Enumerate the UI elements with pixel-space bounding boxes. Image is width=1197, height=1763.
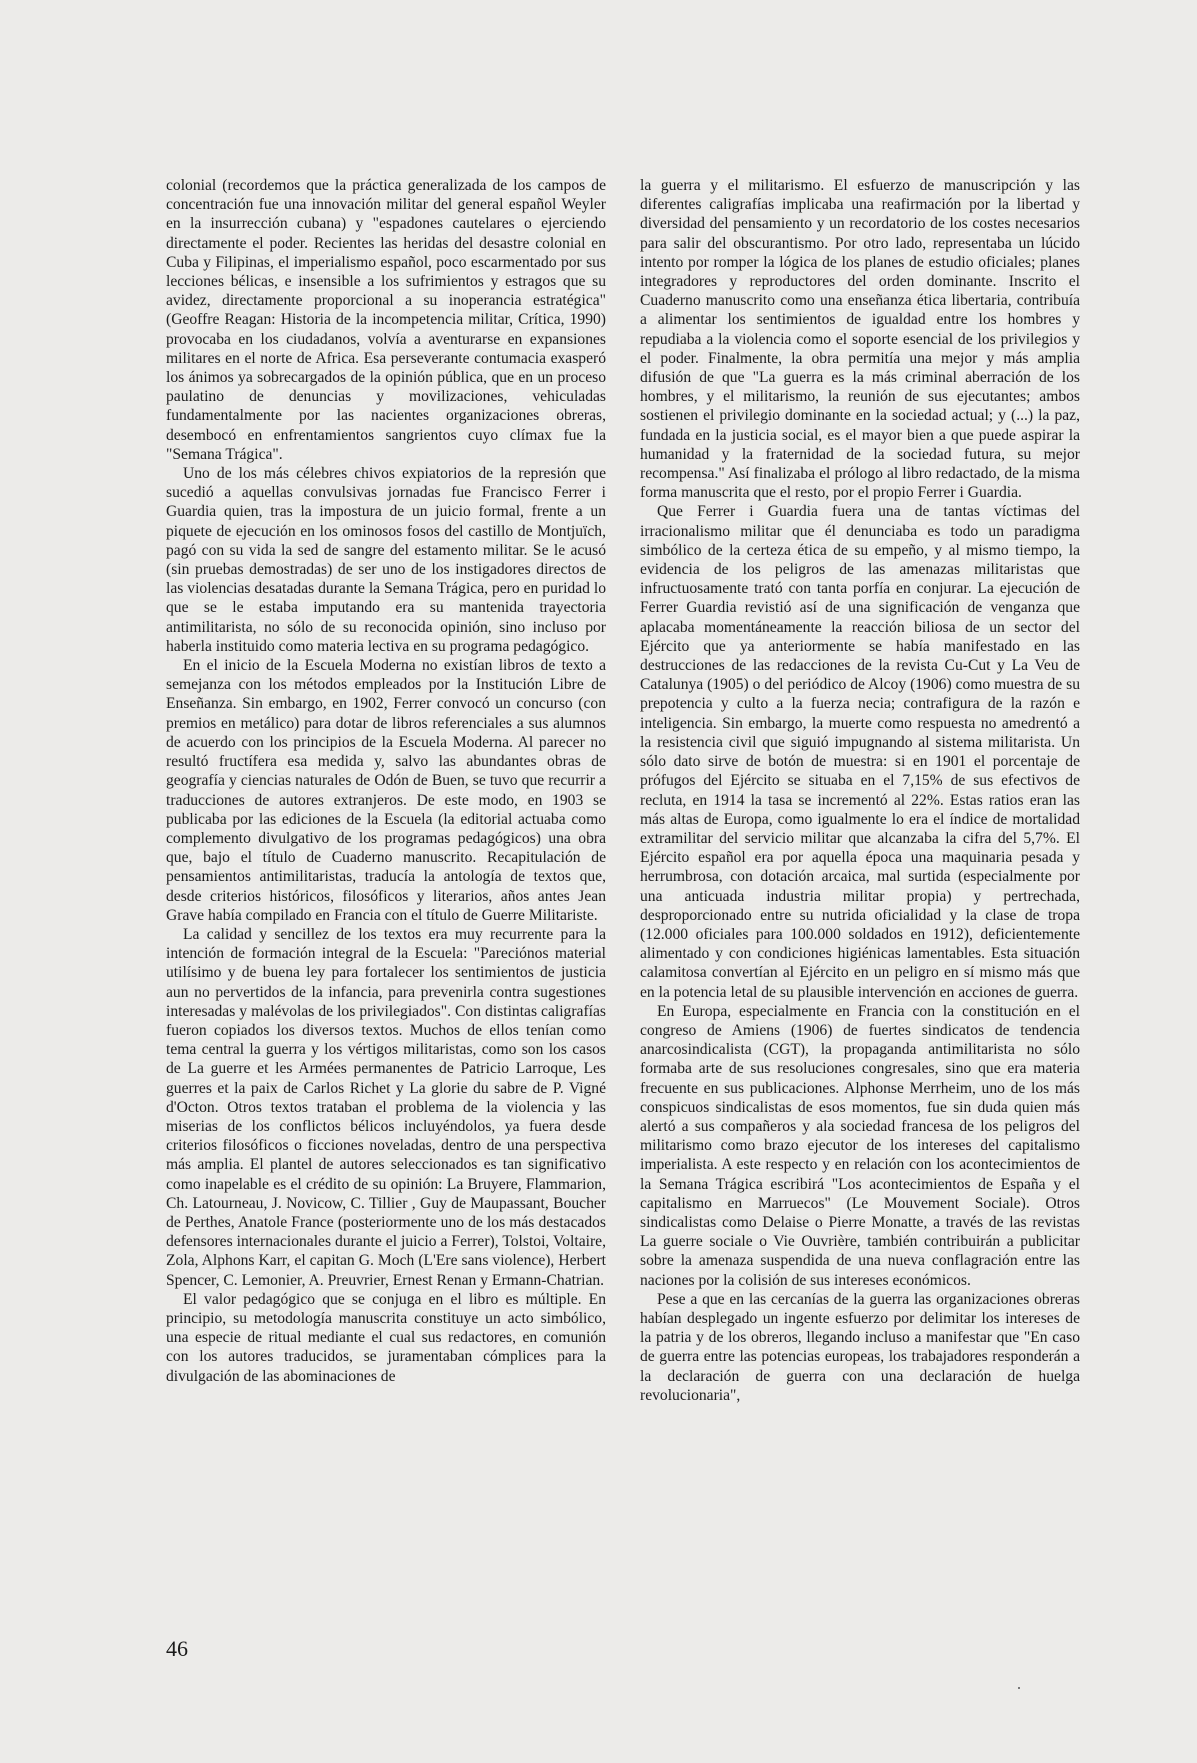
paragraph: En Europa, especialmente en Francia con la constitución en el congreso de Amiens (1906) de fuertes sindicatos de tendencia anarcosindicalista (CGT), la propaganda antimilitarista no sólo formaba arte de sus resoluciones congresales, sino que era materia frecuente en sus publicaciones. Alphonse Merrheim, uno de los más conspicuos sindicalistas de esos momentos, fue sin duda quien más alertó a sus compañeros y ala sociedad francesa de los peligros del militarismo como brazo ejecutor de los intereses del capitalismo imperialista. A este respecto y en relación con los acontecimientos de la Semana Trágica escribirá "Los acontecimientos de España y el capitalismo en Marruecos" (Le Mouvement Sociale). Otros sindicalistas como Delaise o Pierre Monatte, a través de las revistas La guerre sociale o Vie Ouvrière, también contribuirán a publicitar sobre la amenaza suspendida de una nueva conflagración entre las naciones por la colisión de sus intereses económicos. — [640, 1002, 1080, 1289]
paragraph: Uno de los más célebres chivos expiatorios de la represión que sucedió a aquellas convulsivas jornadas fue Francisco Ferrer i Guardia quien, tras la impostura de un juicio formal, frente a un piquete de ejecución en los ominosos fosos del castillo de Montjuïch, pagó con su vida la sed de sangre del estamento militar. Se le acusó (sin pruebas demostradas) de ser uno de los instigadores directos de las violencias desatadas durante la Semana Trágica, pero en puridad lo que se le estaba imputando era su mantenida trayectoria antimilitarista, no sólo de su reconocida opinión, sino incluso por haberla instituido como materia lectiva en su programa pedagógico. — [166, 465, 606, 655]
paragraph: En el inicio de la Escuela Moderna no existían libros de texto a semejanza con los métodos empleados por la Institución Libre de Enseñanza. Sin embargo, en 1902, Ferrer convocó un concurso (con premios en metálico) para dotar de libros referenciales a sus alumnos de acuerdo con los principios de la Escuela Moderna. Al parecer no resultó fructífera esa medida y, salvo las abundantes obras de geografía y ciencias naturales de Odón de Buen, se tuvo que recurrir a traducciones de autores extranjeros. De este modo, en 1903 se publicaba por las ediciones de la Escuela (la editorial actuaba como complemento divulgativo de los programas pedagógicos) una obra que, bajo el título de Cuaderno manuscrito. Recapitulación de pensamientos antimilitaristas, traducía la antología de textos que, desde criterios históricos, filosóficos y literarios, años antes Jean Grave había compilado en Francia con el título de Guerre Militariste. — [166, 657, 606, 924]
paragraph: colonial (recordemos que la práctica generalizada de los campos de concentración fue una innovación militar del general español Weyler en la insurrección cubana) y "espadones cautelares o ejerciendo directamente el poder. Recientes las heridas del desastre colonial en Cuba y Filipinas, el imperialismo español, poco escarmentado por sus lecciones bélicas, e insensible a los sufrimientos y estragos que su avidez, directamente proporcional a su inoperancia estratégica" (Geoffre Reagan: Historia de la incompetencia militar, Crítica, 1990) provocaba en los ciudadanos, volvía a aventurarse en expansiones militares en el norte de Africa. Esa perseverante contumacia exasperó los ánimos ya sobrecargados de la opinión pública, que en un proceso paulatino de denuncias y movilizaciones, vehiculadas fundamentalmente por las nacientes organizaciones obreras, desembocó en enfrentamientos sangrientos cuyo clímax fue la "Semana Trágica". — [166, 177, 606, 463]
paragraph: la guerra y el militarismo. El esfuerzo de manuscripción y las diferentes caligrafías implicaba una reafirmación por la libertad y diversidad del pensamiento y un recordatorio de los costes necesarios para salir del obscurantismo. Por otro lado, representaba un lúcido intento por romper la lógica de los planes de estudio oficiales; planes integradores y reproductores del orden dominante. Inscrito el Cuaderno manuscrito como una enseñanza ética libertaria, contribuía a alimentar los sentimientos de igualdad entre los hombres y repudiaba a la violencia como el soporte esencial de los privilegios y el poder. Finalmente, la obra permitía una mejor y más amplia difusión de que "La guerra es la más criminal aberración de los hombres, y el militarismo, la reunión de sus ejecutantes; ambos sostienen el privilegio dominante en la sociedad actual; y (...) la paz, fundada en la justicia social, es el mayor bien a que puede aspirar la humanidad y la fraternidad de la sociedad futura, su mejor recompensa." Así finalizaba el prólogo al libro redactado, de la misma forma manuscrita que el resto, por el propio Ferrer i Guardia. — [640, 177, 1080, 502]
paragraph: La calidad y sencillez de los textos era muy recurrente para la intención de formación integral de la Escuela: "Pareciónos material utilísimo y de buena ley para fortalecer los sentimientos de justicia aun no pervertidos de la infancia, para prevenirla contra sugestiones interesadas y malévolas de los privilegiados". Con distintas caligrafías fueron copiados los diversos textos. Muchos de ellos tenían como tema central la guerra y los vértigos militaristas, como son los casos de La guerre et les Armées permanentes de Patricio Larroque, Les guerres et la paix de Carlos Richet y La glorie du sabre de P. Vigné d'Octon. Otros textos trataban el problema de la violencia y las miserias de los conflictos bélicos incluyéndolos, ya fuera desde criterios filosóficos o ficciones noveladas, dentro de una perspectiva más amplia. El plantel de autores seleccionados es tan significativo como inapelable es el crédito de su opinión: La Bruyere, Flammarion, Ch. Latourneau, J. Novicow, C. Tillier , Guy de Maupassant, Boucher de Perthes, Anatole France (posteriormente uno de los más destacados defensores internacionales durante el juicio a Ferrer), Tolstoi, Voltaire, Zola, Alphons Karr, el capitan G. Moch (L'Ere sans violence), Herbert Spencer, C. Lemonier, A. Preuvrier, Ernest Renan y Ermann-Chatrian. — [166, 925, 606, 1289]
paragraph: Pese a que en las cercanías de la guerra las organizaciones obreras habían desplegado un ingente esfuerzo por delimitar los intereses de la patria y de los obreros, llegando incluso a manifestar que "En caso de guerra entre las potencias europeas, los trabajadores responderán a la declaración de guerra con una declaración de huelga revolucionaria", — [640, 1290, 1080, 1404]
right-text-column — [640, 176, 1080, 1405]
left-text-column — [166, 176, 606, 1386]
paragraph: El valor pedagógico que se conjuga en el libro es múltiple. En principio, su metodología manuscrita constituye un acto simbólico, una especie de ritual mediante el cual sus redactores, en comunión con los autores traducidos, se juramentaban cómplices para la divulgación de las abominaciones de — [166, 1290, 606, 1385]
page-number: 46 — [166, 1636, 188, 1661]
scan-speck — [1018, 1687, 1020, 1689]
paragraph: Que Ferrer i Guardia fuera una de tantas víctimas del irracionalismo militar que él denunciaba es todo un paradigma simbólico de la certeza ética de su empeño, y al mismo tiempo, la evidencia de los peligros de las amenazas militaristas que infructuosamente trató con tanta porfía en conjurar. La ejecución de Ferrer Guardia revistió así de una significación de venganza que aplacaba momentáneamente la reacción biliosa de un sector del Ejército que ya anteriormente se había manifestado en las destrucciones de las redacciones de la revista Cu-Cut y La Veu de Catalunya (1905) o del periódico de Alcoy (1906) como muestra de su prepotencia y culto a la fuerza necia; contrafigura de la razón e inteligencia. Sin embargo, la muerte como respuesta no amedrentó a la resistencia civil que siguió impugnando al sistema militarista. Un sólo dato sirve de botón de muestra: si en 1901 el porcentaje de prófugos del Ejército se situaba en el 7,15% de sus efectivos de recluta, en 1914 la tasa se incrementó al 22%. Estas ratios eran las más altas de Europa, como igualmente lo era el índice de mortalidad extramilitar del servicio militar que alcanzaba la cifra del 5,7%. El Ejército español era por aquella época una maquinaria pesada y herrumbrosa, con dotación arcaica, mal surtida (especialmente por una anticuada industria militar propia) y pertrechada, desproporcionado entre su nutrida oficialidad y la clase de tropa (12.000 oficiales para 100.000 soldados en 1912), deficientemente alimentado y con condiciones higiénicas lamentables. Esta situación calamitosa convertían al Ejército en un peligro en sí mismo más que en la potencia letal de su plausible intervención en acciones de guerra. — [640, 503, 1080, 1001]
